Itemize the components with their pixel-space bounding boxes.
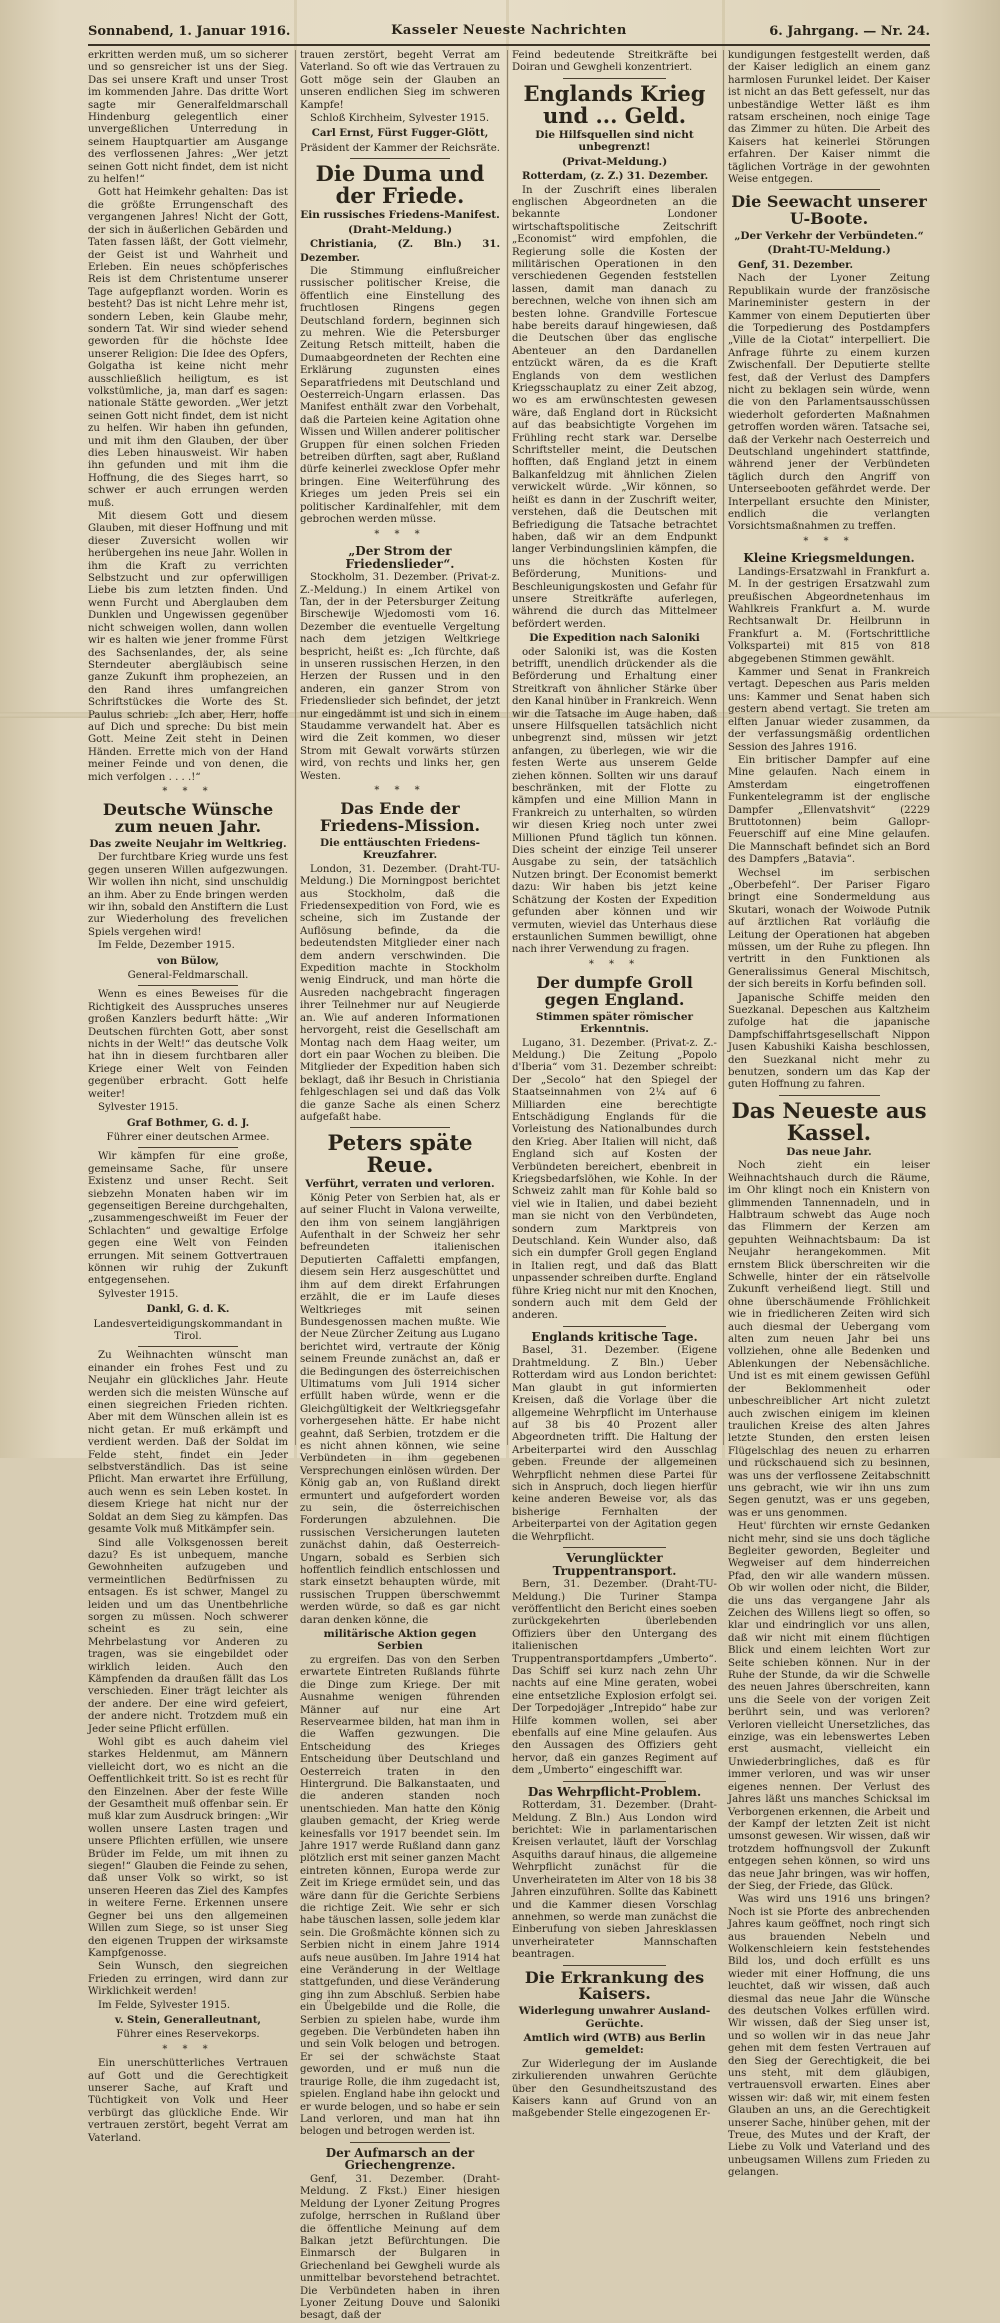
paragraph: London, 31. Dezember. (Draht-TU-Meldung.) Die Morningpost berichtet aus Stockholm, daß die Friedensexpedition von Ford, wie es scheine, sich im Zustande der Auflösung befinde, da die bedeutendsten Mitglieder einer nach dem andern verschwinden. Die Expedition machte in Stockholm wenig Eindruck, und man hörte die Ausreden nachgebracht fingeragen ihrer Teilnehmer nur auf Neugierde an. Wie auf anderen Informationen hervorgeht, reist die Gesellschaft am Montag nach dem Haag weiter, um dort ein paar Wochen zu bleiben. Die Mitglieder der Expedition haben sich beklagt, daß ihr Besuch in Christiania fehlgeschlagen sei und daß das Volk die ganze Sache als einen Scherz aufgefaßt habe. <box>300 863 500 1123</box>
signature-name: von Bülow, <box>157 954 219 967</box>
section-stars: * * * <box>588 958 641 970</box>
article-subhead: Widerlegung unwahrer Ausland-Gerüchte. <box>518 2005 711 2030</box>
dateline: Im Felde, Dezember 1915. <box>98 940 235 952</box>
dateline: Sylvester 1915. <box>98 1102 179 1114</box>
paragraph: Wir kämpfen für eine große, gemeinsame Sache, für unsere Existenz und unser Recht. Seit siebzehn Monaten haben wir im gegenseitigen Bereine durchgehalten, „zusammengeschweißt im Feuer der Schlachten“ und gewaltige Erfolge gegen eine Welt von Feinden errungen. Mit seinem Gottvertrauen können wir ruhig der Zukunft entgegensehen. <box>88 1151 288 1287</box>
article-headline: Verunglückter Truppentransport. <box>552 1550 677 1578</box>
divider <box>563 1965 666 1966</box>
signature-name: Graf Bothmer, G. d. J. <box>126 1116 250 1129</box>
signature-name: Dankl, G. d. K. <box>146 1303 230 1316</box>
header-issue: 6. Jahrgang. — Nr. 24. <box>769 24 930 39</box>
paragraph: Ein britischer Dampfer auf eine Mine gelaufen. Nach einem in Amsterdam eingetroffenen Funkentelegramm ist der englische Dampfer „Ellenvatshvit“ (2229 Bruttotonnen) beim Gallopr-Feuerschiff auf eine Mine gelaufen. Die Mannschaft befindet sich an Bord des Dampfers „Batavia“. <box>728 754 930 866</box>
paragraph: Basel, 31. Dezember. (Eigene Drahtmeldung. Z Bln.) Ueber Rotterdam wird aus London berichtet: Man glaubt in gut informierten Kreisen, daß die Vorlage über die allgemeine Wehrpflicht im Unterhause auf 38 bis 40 Prozent aller Abgeordneten trifft. Die Haltung der Arbeiterpartei wird den Ausschlag geben. Freunde der allgemeinen Wehrpflicht nehmen diese Partei für sich in Anspruch, doch liegen hierfür keine anderen Beweise vor, als das bisherige Fernhalten der Arbeiterpartei von der Agitation gegen die Wehrpflicht. <box>512 1345 717 1543</box>
paragraph: Die Stimmung einflußreicher russischer politischer Kreise, die öffentlich eine Einstellung des fruchtlosen Ringens gegen Deutschland fordern, beginnen sich zu mehren. Wie die Petersburger Zeitung Retsch mitteilt, haben die Dumaabgeordneten der Rechten eine Erklärung zugunsten eines Separatfriedens mit Deutschland und Oesterreich-Ungarn erlassen. Das Manifest enthält zwar den Vorbehalt, daß die Parteien keine Agitation ohne Wissen und Willen anderer politischer Gruppen für einen solchen Frieden betreiben dürften, sagt aber, Rußland dürfe keinerlei zwecklose Opfer mehr bringen. Eine Weiterführung des Krieges um jeden Preis sei ein politischer Kardinalfehler, mit dem gebrochen werden müsse. <box>300 265 500 526</box>
signature-rank: Führer eines Reservekorps. <box>116 2029 260 2041</box>
column-rule <box>295 50 296 1445</box>
signature-rank: General-Feldmarschall. <box>127 970 249 982</box>
article-headline: Das Wehrpflicht-Problem. <box>527 1784 702 1799</box>
paragraph: oder Saloniki ist, was die Kosten betrifft, unendlich drückender als die Beförderung und Erhaltung einer Streitkraft von ähnlicher Stärke über den Kanal hinüber in Frankreich. Wenn wir die Tatsache im Auge haben, daß unsere Hilfsquellen tatsächlich nicht unbegrenzt sind, müssen wir jetzt anfangen, zu überlegen, wie wir die festen Werte aus unserem Gelde ziehen können. Sollten wir uns darauf beschränken, mit der Flotte zu kämpfen und eine Million Mann in Frankreich zu unterhalten, so würden wir diesen Krieg noch unter zwei Millionen Pfund täglich tun können. Dies scheint der einzige Teil unserer Ausgabe zu sein, der tatsächlich Nutzen bringt. Der Economist bemerkt dazu: Wir haben bis jetzt keine Schätzung der Kosten der Expedition gefunden aber können und wir vermuten, wieviel das Unterhaus diese erstaunlichen Summen bewilligt, ohne nach ihrer Verwendung zu fragen. <box>512 646 717 956</box>
divider <box>563 1781 666 1782</box>
paragraph: Kammer und Senat in Frankreich vertagt. Depeschen aus Paris melden uns: Kammer und Senat haben sich gestern abend vertagt. Sie treten am elften Januar wieder zusammen, da der verfassungsmäßig ordentlichen Session des Jahres 1916. <box>728 667 930 753</box>
dateline-text: Rotterdam, (z. Z.) 31. Dezember. <box>522 170 709 183</box>
paragraph: zu ergreifen. Das von den Serben erwartete Eintreten Rußlands führte die Dinge zum Kriege. Der mit Ausnahme wenigen führenden Männer auf nur eine Art Reservearmee bilden, hat man ihm in die Waffen gezwungen. Die Entscheidung des Krieges Entscheidung über Deutschland und Oesterreich traten in den Hintergrund. Die Balkanstaaten, und die anderen standen noch unentschieden. Man hatte den König glauben gemacht, der Krieg werde keinesfalls vor 1917 beendet sein. Im Jahre 1917 werde Rußland dann ganz plötzlich erst mit seiner ganzen Macht eintreten können, Europa werde zur Zeit im Kriege ermüdet sein, und das wäre dann für die Gerichte Serbiens die richtige Zeit. Wie sehr er sich habe täuschen lassen, solle jedem klar sein. Die Großmächte können sich zu Serbien nicht in einem Jahre 1914 aufs neue ausüben. Im Jahre 1914 hat eine Veränderung in der Weltlage stattgefunden, und diese Veränderung ging ihn zum Abschluß. Serbien habe ein Übelgebilde und die Rolle, die Serbien zu spielen habe, wurde ihm gegeben. Die Verbündeten haben ihn und sein Volk belogen und betrogen. Er sei der schwächste Staat geworden, und er muß nun die traurige Rolle, die ihm zugedacht ist, spielen. England habe ihn gelockt und er wurde belogen, und so habe er sein Land verloren, und man hat ihn belogen und betrogen werden ist. <box>300 1654 500 2138</box>
signature <box>300 127 500 140</box>
section-stars: * * * <box>803 535 855 547</box>
divider <box>779 1095 880 1096</box>
article-headline: Deutsche Wünsche zum neuen Jahr. <box>102 800 274 837</box>
paragraph: Feind bedeutende Streitkräfte bei Doiran und Gewgheli konzentriert. <box>512 50 717 74</box>
article-headline: Englands Krieg und ... Geld. <box>523 80 706 128</box>
dateline <box>728 259 930 272</box>
paragraph: Heut' fürchten wir ernste Gedanken nicht mehr, sind sie uns doch tägliche Begleiter geworden, Begleiter und Wegweiser auf dem hinderreichen Pfad, den wir alle wandern müssen. Ob wir wollen oder nicht, die Bilder, die uns das vergangene Jahr als Zeichen des Willens liegt so offen, so klar und eindringlich vor uns allen, daß wir nicht mit einem flüchtigen Blick und einem leichten Wort zur Seite schieben können. Nur in der Ruhe der Stunde, da wir die Schwelle des neuen Jahres überschreiten, kann uns die Seele von der vorigen Zeit berührt sein, und was verloren? Verloren vielleicht Unersetzliches, das einzige, was ein lebenswertes Leben erst ausmacht, vielleicht ein Unwiederbringliches, daß es für immer verloren, und was wir unser eigenes nennen. Der Verlust des Jahres läßt uns manches Schicksal im Verborgenen erkennen, die Arbeit und der Kampf der letzten Zeit ist nicht umsonst gewesen. Wir wissen, daß wir trotzdem hoffnungsvoll der Zukunft entgegen sehen können, so wird uns das neue Jahr bringen, was wir hoffen, der Sieg, der Friede, das Glück. <box>728 1521 930 1892</box>
paragraph: Noch zieht ein leiser Weihnachtshauch durch die Räume, im Ohr klingt noch ein Knistern von glimmenden Tannennadeln, und in Halbtraum schwebt das Auge noch das Flimmern der Kerzen am gepuhten Weihnachtsbaum: Da ist Neujahr herangekommen. Mit ernstem Blick überschreiten wir die Schwelle, hinter der ein rätselvolle Zukunft verheißend liegt. Still und ohne überschäumende Fröhlichkeit wie in friedlicheren Zeiten wird sich auch diesmal der Uebergang vom alten zum neuen Jahr bei uns vollziehen, ohne alle Bedenken und Ablenkungen der Nebensächliche. Und ist es mit einem gewissen Gefühl der Beklommenheit oder unbeschreiblicher Art nicht zuletzt auch zwischen einigem im kleinen traulichen Kreise des alten Jahres letzte Stunden, den ersten leisen Flügelschlag des neuen zu erharren und rückschauend sich zu besinnen, was uns der verflossene Zeitabschnitt uns gebracht, wie wir ihn uns zum Segen genutzt, was er uns gegeben, was er uns genommen. <box>728 1160 930 1519</box>
section-stars: * * * <box>374 528 426 540</box>
paragraph: Japanische Schiffe meiden den Suezkanal. Depeschen aus Kaltzheim zufolge hat die japanische Dampfschiffahrtsgesellschaft Nippon Jusen Kabushiki Kaisha beschlossen, den Suezkanal nicht mehr zu benutzen, sondern um das Kap der guten Hoffnung zu fahren. <box>728 992 930 1091</box>
paragraph: Sein Wunsch, den siegreichen Frieden zu erringen, wird dann zur Wirklichkeit werden! <box>88 1961 288 1998</box>
article-headline: Das Neueste aus Kassel. <box>731 1097 927 1145</box>
divider <box>563 1547 666 1548</box>
divider <box>350 1127 450 1128</box>
paragraph: Lugano, 31. Dezember. (Privat-z. Z.-Meldung.) Die Zeitung „Popolo d'Iberia“ vom 31. Dezember schreibt: Der „Secolo“ hat den Spiegel der Staatseinnahmen von 2¼ auf 6 Milliarden eine berechtigte Entschädigung Englands für die Vorleistung des Nationalbundes durch den Krieg. Aber Italien will nicht, daß England sich auf Kosten der Verbündeten bereichert, ebenbreit in Kriegsbedarfslöhen, wie Kohle. In der Schweiz zahlt man für Kohle bald so viel wie in Italien, und dabei bezieht man sie nicht von den Verbündeten, sondern zum Marktpreis von Deutschland. Kein Wunder also, daß sich ein dumpfer Groll gegen England in Italien regt, und daß das Blatt unpassender schreiben durfte. England führe Krieg nicht nur mit den Knochen, sondern auch mit dem Geld der anderen. <box>512 1037 717 1322</box>
article-subhead: Das zweite Neujahr im Weltkrieg. <box>89 837 287 850</box>
article-subhead: „Der Verkehr der Verbündeten.“ <box>734 230 924 243</box>
dateline: Im Felde, Sylvester 1915. <box>98 1999 231 2011</box>
signature-name: v. Stein, Generalleutnant, <box>115 2013 261 2026</box>
signature-rank: Führer einer deutschen Armee. <box>106 1131 270 1143</box>
column-2 <box>300 50 500 2322</box>
article-headline: Die Erkrankung des Kaisers. <box>524 1967 705 2004</box>
article-subhead: (Draht-TU-Meldung.) <box>767 244 891 257</box>
signature <box>88 1303 288 1316</box>
dateline-text: Genf, 31. Dezember. <box>738 258 854 271</box>
section-stars: * * * <box>374 785 426 796</box>
article-headline: Das Ende der Friedens-Mission. <box>319 799 481 836</box>
article-headline: Der dumpfe Groll gegen England. <box>536 973 693 1009</box>
signature <box>88 2014 288 2027</box>
divider <box>779 189 880 190</box>
article-subhead: Verführt, verraten und verloren. <box>305 1178 495 1191</box>
divider <box>563 78 666 79</box>
article-subhead: Die enttäuschten Friedens-Kreuzfahrer. <box>319 837 481 862</box>
page-header <box>88 22 930 46</box>
article-headline: Die Seewacht unserer U-Boote. <box>731 192 927 229</box>
article-subhead: Die Hilfsquellen sind nicht unbegrenzt! <box>535 128 694 154</box>
article-subhead: Die Expedition nach Saloniki <box>529 632 700 645</box>
divider <box>350 158 450 159</box>
dateline: Sylvester 1915. <box>98 1288 179 1300</box>
dateline <box>300 238 500 265</box>
signature-name: Carl Ernst, Fürst Fugger-Glött, <box>311 127 489 140</box>
paragraph: Wechsel im serbischen „Oberbefehl“. Der Pariser Figaro bringt eine Sondermeldung aus Skutari, wonach der Woiwode Putnik auf ärztlichen Rat vorläufig die Leitung der Operationen hat abgeben müssen, um der Ruhe zu pflegen. Ihn vertritt in den Funktionen als Generalissimus General Mischitsch, der sich bereits in Korfu befinden soll. <box>728 867 930 991</box>
dateline <box>512 170 717 183</box>
section-stars: * * * <box>162 2043 214 2055</box>
paragraph: Nach der Lyoner Zeitung Republikain wurde der französische Marineminister gestern in der Kammer von einem Deputierten über die Torpedierung des Postdampfers „Ville de la Ciotat“ interpelliert. Die Anfrage führte zu einem kurzen Zwischenfall. Der Deputierte stellte fest, daß der Verlust des Dampfers nicht zu beklagen sein würde, wenn die von den Parlamentsausschüssen wiederholt geforderten Maßnahmen getroffen worden wären. Tatsache sei, daß der Verkehr nach Oesterreich und Deutschland ungehindert stattfinde, während jener der Verbündeten täglich durch den Angriff von Unterseebooten gefährdet werde. Der Interpellant ersuchte den Minister, endlich die verlangten Vorsichtsmaßnahmen zu treffen. <box>728 273 930 533</box>
paragraph: Wohl gibt es auch daheim viel starkes Heldenmut, am Männern vielleicht dort, wo es nicht an die Oeffentlichkeit tritt. So ist es recht für den Einzelnen. Aber der feste Wille der Gesamtheit muß offenbar sein. Er muß klar zum Ausdruck bringen: „Wir wollen unsere Lasten tragen und unsere Pflichten erfüllen, wie unsere Brüder im Felde, um mit ihnen zu siegen!“ Glauben die Feinde zu sehen, daß unser Volk so wirkt, so ist unseren Heeren das Ziel des Kampfes in weitere Ferne. Erkennen unsere Gegner bei uns den allgemeinen Willen zum Siege, so ist unser Sieg den eigenen Truppen der wirksamste Kampfgenosse. <box>88 1737 288 1959</box>
paragraph: Der furchtbare Krieg wurde uns fest gegen unseren Willen aufgezwungen. Wir wollen ihn nicht, sind unschuldig an ihm. Aber zu Ende bringen werden wir ihn, sobald den Anstiftern die Lust zur Wiederholung des frevelichen Spiels vergehen wird! <box>88 852 288 938</box>
paragraph: Mit diesem Gott und diesem Glauben, mit dieser Hoffnung und mit dieser Zuversicht wollen wir herübergehen ins neue Jahr. Wollen in ihm die Kraft zu verrichten Selbstzucht und zur opferwilligen Liebe bis zum letzten finden. Und wenn Furcht und Aberglauben dem Dunklen und Ungewissen gegenüber nicht schweigen wollen, dann wollen wir es halten wie jener fromme Fürst des Sachsenlandes, der, als seine Sterndeuter abergläubisch seine ganze Zukunft ihm prophezeien, an den Rand ihres umfangreichen Schriftstückes die Worte des St. Paulus schrieb: „Ich aber, Herr, hoffe auf Dich und spreche: Du bist mein Gott. Meine Zeit steht in Deinen Händen. Errette mich von der Hand meiner Feinde und von denen, die mich verfolgen . . . .!“ <box>88 511 288 783</box>
paragraph: Wenn es eines Beweises für die Richtigkeit des Ausspruches unseres großen Kanzlers bedurft hätte: „Wir Deutschen fürchten Gott, aber sonst nichts in der Welt!“ das deutsche Volk hat ihn in diesem furchtbaren aller Kriege einer Welt von Feinden gegenüber erbracht. Gott helfe weiter! <box>88 989 288 1100</box>
article-headline: Peters späte Reue. <box>327 1130 473 1178</box>
article-headline: Englands kritische Tage. <box>531 1329 698 1344</box>
article-subhead: Ein russisches Friedens-Manifest. <box>300 209 500 222</box>
article-subhead: (Privat-Meldung.) <box>561 155 668 168</box>
paragraph: Bern, 31. Dezember. (Draht-TU-Meldung.) Die Turiner Stampa veröffentlicht den Bericht eines soeben zurückgekehrten überlebenden Offiziers über den Untergang des italienischen Truppentransportdampfers „Umberto“. Das Schiff sei kurz nach zehn Uhr nachts auf eine Mine geraten, wobei eine entsetzliche Explosion erfolgt sei. Der Torpedojäger „Intrepido“ habe zur Hilfe kommen wollen, sei aber ebenfalls auf eine Mine gelaufen. Aus den Aussagen des Offiziers geht hervor, daß ein ganzes Regiment auf dem „Umberto“ eingeschifft war. <box>512 1579 717 1777</box>
signature-rank: Landesverteidigungskommandant in Tirol. <box>93 1318 283 1342</box>
article-headline: Die Duma und der Friede. <box>315 161 485 209</box>
paragraph: erkritten werden muß, um so sicherer und so gensreicher ist uns der Sieg. Das sei unsere Kraft und unser Trost im kommenden Jahre. Das dritte Wort sagte mir Generalfeldmarschall Hindenburg gelegentlich einer unvergeßlichen Unterredung in seinem Hauptquartier am Ausgange des verflossenen Jahres: „Wer jetzt seinen Gott nicht findet, dem ist nicht zu helfen!“ <box>88 50 288 186</box>
paragraph: Rotterdam, 31. Dezember. (Draht-Meldung. Z Bln.) Aus London wird berichtet: Wie in parlamentarischen Kreisen verlautet, läuft der Vorschlag Asquiths darauf hinaus, die allgemeine Wehrpflicht zunächst für die Unverheirateten im Alter von 18 bis 38 Jahren einzuführen. Sollte das Kabinett und die Kammer diesen Vorschlag annehmen, so werde man zunächst die Einberufung von sieben Jahresklassen unverheirateter Mannschaften beantragen. <box>512 1800 717 1961</box>
article-headline: Kleine Kriegsmeldungen. <box>743 551 915 566</box>
paragraph: Zu Weihnachten wünscht man einander ein frohes Fest und zu Neujahr ein glückliches Jahr. Heute werden sich die meisten Wünsche auf einen siegreichen Frieden richten. Aber mit dem Wünschen allein ist es nicht getan. Er muß erkämpft und verdient werden. Daß der Soldat im Felde steht, findet ein Jeder selbstverständlich. Das ist seine Pflicht. Man erwartet ihre Erfüllung, auch wenn es sein Leben kostet. In diesem Kriege hat nicht nur der Soldat an dem Sieg zu kämpfen. Das gesamte Volk muß Mitkämpfer sein. <box>88 1350 288 1536</box>
paragraph: Ein unerschütterliches Vertrauen auf Gott und die Gerechtigkeit unserer Sache, auf Kraft und Tüchtigkeit von Volk und Heer verbürgt das glückliche Ende. Wir vertrauen zerstört, begeht Verrat am Vaterland. <box>88 2058 288 2144</box>
paragraph: Sind alle Volksgenossen bereit dazu? Es ist unbequem, manche Gewohnheiten aufzugeben und vermeintlichen Bedürfnissen zu entsagen. Es ist schwer, Mangel zu leiden und um das Unentbehrliche sorgen zu müssen. Noch schwerer scheint es zu sein, eine Mehrbelastung vor Anderen zu tragen, was sie eingebildet oder wirklich leiden. Auch den Kämpfenden da draußen fällt das Los verschieden. Einer trägt leichter als der andere. Der eine wird gefeiert, der andere nicht. Trotzdem muß ein Jeder seine Pflicht erfüllen. <box>88 1537 288 1735</box>
divider <box>138 1147 238 1148</box>
column-rule <box>507 50 508 1445</box>
article-subhead: Das neue Jahr. <box>786 1145 872 1158</box>
paragraph: Genf, 31. Dezember. (Draht-Meldung. Z Fkst.) Einer hiesigen Meldung der Lyoner Zeitung Progres zufolge, herrschen in Rußland über die öffentliche Meinung auf dem Balkan jetzt Befürchtungen. Die Einmarsch der Bulgaren in Griechenland bei Gewgheli wurde als unmittelbar bevorstehend betrachtet. Die Verbündeten haben in ihren Lyoner Zeitung Douve und Saloniki besagt, daß der <box>300 2173 500 2322</box>
paragraph: Gott hat Heimkehr gehalten: Das ist die größte Errungenschaft des vergangenen Jahres! Nicht der Gott, der sich in äußerlichen Gebärden und Taten fassen läßt, der Gott vielmehr, der Geist ist und Wahrheit und Erleben. Ein neues schöpferisches Reis ist dem Christentume unserer Tage aufgepflanzt worden. Worin es besteht? Das ist nicht Lehre mehr ist, sondern Leben, kein Glaube mehr, sondern Tat. Wir sind wieder sehend geworden für die höchste Idee unserer Religion: Die Idee des Opfers, Golgatha ist keine nicht mehr ausschließlich heiligtum, es ist volkstümliche, ja, man darf es sagen: nationale Stätte geworden. „Wer jetzt seinen Gott nicht findet, dem ist nicht zu helfen. Wir haben ihn gefunden, und mit ihm den Glauben, der über dies Leben hinausweist. Wir haben ihn gefunden und mit ihm die Hoffnung, die des Sieges harrt, so schwer er auch errungen werden muß. <box>88 187 288 509</box>
signature-rank: Präsident der Kammer der Reichsräte. <box>300 142 500 154</box>
paragraph: trauen zerstört, begeht Verrat am Vaterland. So oft wie das Vertrauen zu Gott möge sein der Glauben an unseren endlichen Sieg im schweren Kampfe! <box>300 50 500 111</box>
column-rule <box>723 50 724 1445</box>
paragraph: kundigungen festgestellt werden, daß der Kaiser lediglich an einem ganz harmlosen Furunkel leidet. Der Kaiser ist nicht an das Bett gefesselt, nur das unbeständige Wetter läßt es ihm ratsam erscheinen, noch einige Tage das Zimmer zu hüten. Die Arbeit des Kaisers hat keinerlei Störungen erfahren. Der Kaiser nimmt die täglichen Vorträge in der gewohnten Weise entgegen. <box>728 50 930 186</box>
header-date: Sonnabend, 1. Januar 1916. <box>88 24 291 39</box>
paragraph: Was wird uns 1916 uns bringen? Noch ist sie Pforte des anbrechenden Jahres kaum geöffnet, noch ringt sich aus brauenden Nebeln und Wolkenschleiern kein feststehendes Bild los, und doch erfüllt es uns wieder mit einer Hoffnung, die uns leuchtet, daß wir wissen, daß auch diesmal das neue Jahr die Wünsche des deutschen Volkes erfüllen wird. Wir wissen, daß der Sieg unser ist, und so wollen wir in das neue Jahr gehen mit dem festen Vertrauen auf den Sieg der Gerechtigkeit, die bei uns steht, mit dem gläubigen, vertrauensvoll erwarten. Eines aber wissen wir: daß wir, mit einem festen Glauben an uns, an die Gerechtigkeit unserer Sache, hinüber gehen, mit der Treue, des Mutes und der Kraft, der Liebe zu Volk und Vaterland und des unbeugsamen Willens zum Frieden zu gelangen. <box>728 1894 930 2179</box>
divider <box>138 1346 238 1347</box>
divider <box>563 1326 666 1327</box>
article-headline: „Der Strom der Friedenslieder“. <box>345 543 455 571</box>
column-3 <box>512 50 717 2120</box>
paragraph: Zur Widerlegung der im Auslande zirkulierenden unwahren Gerüchte über den Gesundheitszustand des Kaisers kann auf Grund von an maßgebender Stelle eingezogenen Er- <box>512 2058 717 2120</box>
paragraph: Landings-Ersatzwahl in Frankfurt a. M. In der gestrigen Ersatzwahl zum preußischen Abgeordnetenhaus im Wahlkreis Frankfurt a. M. wurde Rechtsanwalt Dr. Heilbrunn in Frankfurt a. M. (Fortschrittliche Volkspartei) mit 815 von 818 abgegebenen Stimmen gewählt. <box>728 566 930 665</box>
signature <box>88 955 288 968</box>
article-subhead: Amtlich wird (WTB) aus Berlin gemeldet: <box>523 2031 706 2057</box>
dateline-text: Christiania, (Z. Bln.) 31. Dezember. <box>300 238 500 264</box>
paragraph: König Peter von Serbien hat, als er auf seiner Flucht in Valona verweilte, den ihm von seinem langjährigen Aufenthalt in der Schweiz her sehr befreundeten italienischen Deputierten Caffaletti empfangen, diesem sein Herz ausgeschüttet und ihm auf dem direkt Erfahrungen erzählt, die er im Laufe dieses Weltkrieges mit seinen Bundesgenossen machen mußte. Wie der Neue Zürcher Zeitung aus Lugano berichtet wird, vertraute der König seinem Freunde zunächst an, daß er die Bedingungen des österreichischen Ultimatums vom Juli 1914 sicher erfüllt haben würde, wenn er die Gleichgültigkeit der Weltkriegsgefahr vorhergesehen hätte. Er habe nicht geahnt, daß Serbien, trotzdem er die es nicht ahnen können, wie seine Verbündeten in ihm gegebenen Versprechungen einlösen würden. Der König gab an, von Rußland direkt ermuntert und aufgefordert worden zu sein, die österreichischen Forderungen abzulehnen. Die russischen Versicherungen lauteten zunächst dahin, daß Oesterreich-Ungarn, sobald es Serbien sich hoffentlich feindlich entschlossen und stark einsetzt behaupten würde, mit russischen Truppen überschwemmt werden würde, so daß es gar nicht daran denken könne, die <box>300 1192 500 1626</box>
divider <box>350 2142 450 2143</box>
column-1 <box>88 50 288 2144</box>
article-subhead: militärische Aktion gegen Serbien <box>323 1628 477 1653</box>
article-subhead: Stimmen später römischer Erkenntnis. <box>535 1010 694 1036</box>
article-subhead: (Draht-Meldung.) <box>347 223 453 236</box>
signature <box>88 1117 288 1130</box>
dateline: Schloß Kirchheim, Sylvester 1915. <box>310 113 490 125</box>
paragraph: In der Zuschrift eines liberalen englischen Abgeordneten an die bekannte Londoner wirtschaftspolitische Zeitschrift „Economist“ wird empfohlen, die Regierung solle die Kosten der militärischen Operationen in den verschiedenen Gegenden feststellen lassen, damit man danach zu berechnen, welche von ihnen sich am besten lohne. Grandville Fortescue habe bereits darauf hingewiesen, daß die Deutschen über das englische Abenteuer an den Dardanellen entzückt wären, da es die Kraft Englands von dem westlichen Kriegsschauplatz zu einer Zeit abzog, wo es am erwünschtesten gewesen wäre, daß England dort in Rücksicht auf das beabsichtigte Vorgehen im Frühling recht stark war. Derselbe Schriftsteller meint, die Deutschen hofften, daß England jetzt in einem Balkanfeldzug mit ähnlichen Zielen verwickelt würde. „Wir können, so heißt es dann in der Zuschrift weiter, verstehen, daß die Deutschen mit Befriedigung die Tatsache betrachtet haben, daß wir an dem Endpunkt langer Verbindungslinien kämpfen, die uns die höchsten Kosten für Beförderung, Munitions- und Beschleunigungskosten und Gefahr für unsere Streitkräfte auferlegen, während die durch das Mittelmeer befördert werden. <box>512 184 717 630</box>
paragraph: Stockholm, 31. Dezember. (Privat-z. Z.-Meldung.) In einem Artikel von Tan, der in der Petersburger Zeitung Birschewije Wjedomosti vom 16. Dezember die eventuelle Vergeltung nach dem jetzigen Weltkriege bespricht, heißt es: „Ich fürchte, daß in unseren russischen Herzen, in den Herzen der Russen und in den anderen, ein ganzer Strom von Friedenslieder sich befindet, der jetzt nur eingedämmt ist und sich in einem Staudamme verwandelt hat. Aber es wird die Zeit kommen, wo dieser Strom mit Gewalt vorwärts stürzen wird, von rechts und links her, gen Westen. <box>300 572 500 782</box>
header-paper-name: Kasseler Neueste Nachrichten <box>391 23 627 38</box>
column-4 <box>728 50 930 2179</box>
divider <box>138 985 238 986</box>
section-stars: * * * <box>162 785 214 797</box>
article-headline: Der Aufmarsch an der Griechengrenze. <box>325 2145 475 2173</box>
